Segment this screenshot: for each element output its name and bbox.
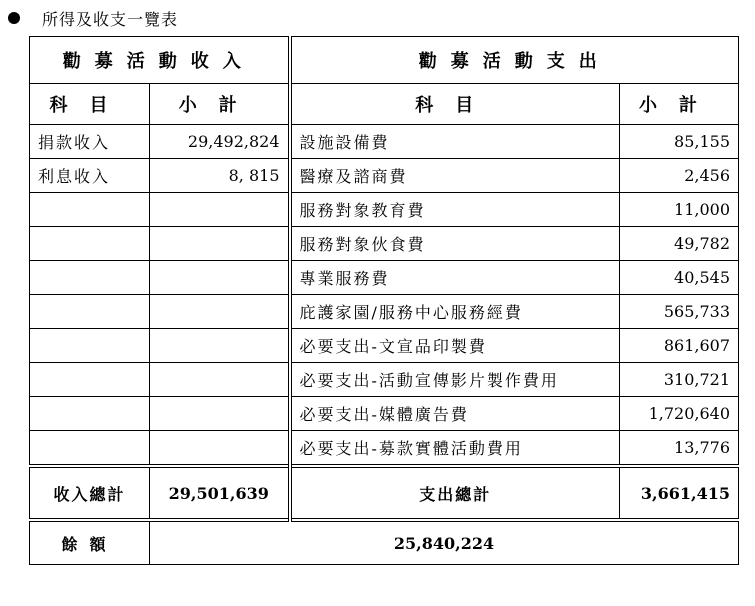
table-row [30, 159, 739, 193]
income-col-subtotal: 小計 [150, 84, 290, 125]
expense-amount: 1,720,640 [620, 397, 739, 431]
expense-amount: 11,000 [620, 193, 739, 227]
table-row [30, 227, 739, 261]
income-col-item: 科目 [30, 84, 150, 125]
empty-cell [30, 397, 150, 431]
column-header-row [30, 84, 739, 125]
income-item: 捐款收入 [30, 125, 150, 159]
income-expense-table [29, 36, 739, 565]
table-row [30, 397, 739, 431]
expense-total-label: 支出總計 [290, 466, 620, 520]
table-row [30, 193, 739, 227]
empty-cell [30, 227, 150, 261]
balance-label: 餘額 [30, 520, 150, 565]
expense-amount: 85,155 [620, 125, 739, 159]
expense-item: 必要支出-活動宣傳影片製作費用 [290, 363, 620, 397]
table-row [30, 125, 739, 159]
empty-cell [150, 261, 290, 295]
expense-item: 設施設備費 [290, 125, 620, 159]
expense-amount: 2,456 [620, 159, 739, 193]
totals-row [30, 466, 739, 520]
empty-cell [30, 261, 150, 295]
empty-cell [30, 363, 150, 397]
income-item: 利息收入 [30, 159, 150, 193]
expense-item: 必要支出-媒體廣告費 [290, 397, 620, 431]
table-row [30, 329, 739, 363]
empty-cell [30, 329, 150, 363]
expense-item: 醫療及諮商費 [290, 159, 620, 193]
empty-cell [150, 227, 290, 261]
empty-cell [150, 329, 290, 363]
expense-item: 必要支出-文宣品印製費 [290, 329, 620, 363]
heading-text: 所得及收支一覽表 [42, 9, 179, 29]
empty-cell [150, 363, 290, 397]
expense-amount: 310,721 [620, 363, 739, 397]
balance-value: 25,840,224 [150, 520, 739, 565]
table-row [30, 261, 739, 295]
expense-col-item: 科目 [290, 84, 620, 125]
table-row [30, 295, 739, 329]
expense-amount: 49,782 [620, 227, 739, 261]
expense-item: 專業服務費 [290, 261, 620, 295]
empty-cell [30, 431, 150, 467]
expense-item: 庇護家園/服務中心服務經費 [290, 295, 620, 329]
empty-cell [150, 295, 290, 329]
empty-cell [150, 431, 290, 467]
expense-amount: 13,776 [620, 431, 739, 467]
expense-amount: 861,607 [620, 329, 739, 363]
table-row [30, 431, 739, 467]
bullet-icon [8, 12, 20, 24]
expense-item: 服務對象伙食費 [290, 227, 620, 261]
expense-total-value: 3,661,415 [620, 466, 739, 520]
empty-cell [150, 193, 290, 227]
income-title: 勸募活動收入 [30, 37, 290, 84]
expense-item: 必要支出-募款實體活動費用 [290, 431, 620, 467]
balance-row [30, 520, 739, 565]
income-amount: 8, 815 [150, 159, 290, 193]
empty-cell [30, 193, 150, 227]
empty-cell [30, 295, 150, 329]
income-total-label: 收入總計 [30, 466, 150, 520]
title-row [30, 37, 739, 84]
income-amount: 29,492,824 [150, 125, 290, 159]
expense-amount: 40,545 [620, 261, 739, 295]
expense-col-subtotal: 小計 [620, 84, 739, 125]
income-total-value: 29,501,639 [150, 466, 290, 520]
expense-amount: 565,733 [620, 295, 739, 329]
expense-title: 勸募活動支出 [290, 37, 739, 84]
empty-cell [150, 397, 290, 431]
expense-item: 服務對象教育費 [290, 193, 620, 227]
table-row [30, 363, 739, 397]
section-heading [8, 6, 178, 30]
